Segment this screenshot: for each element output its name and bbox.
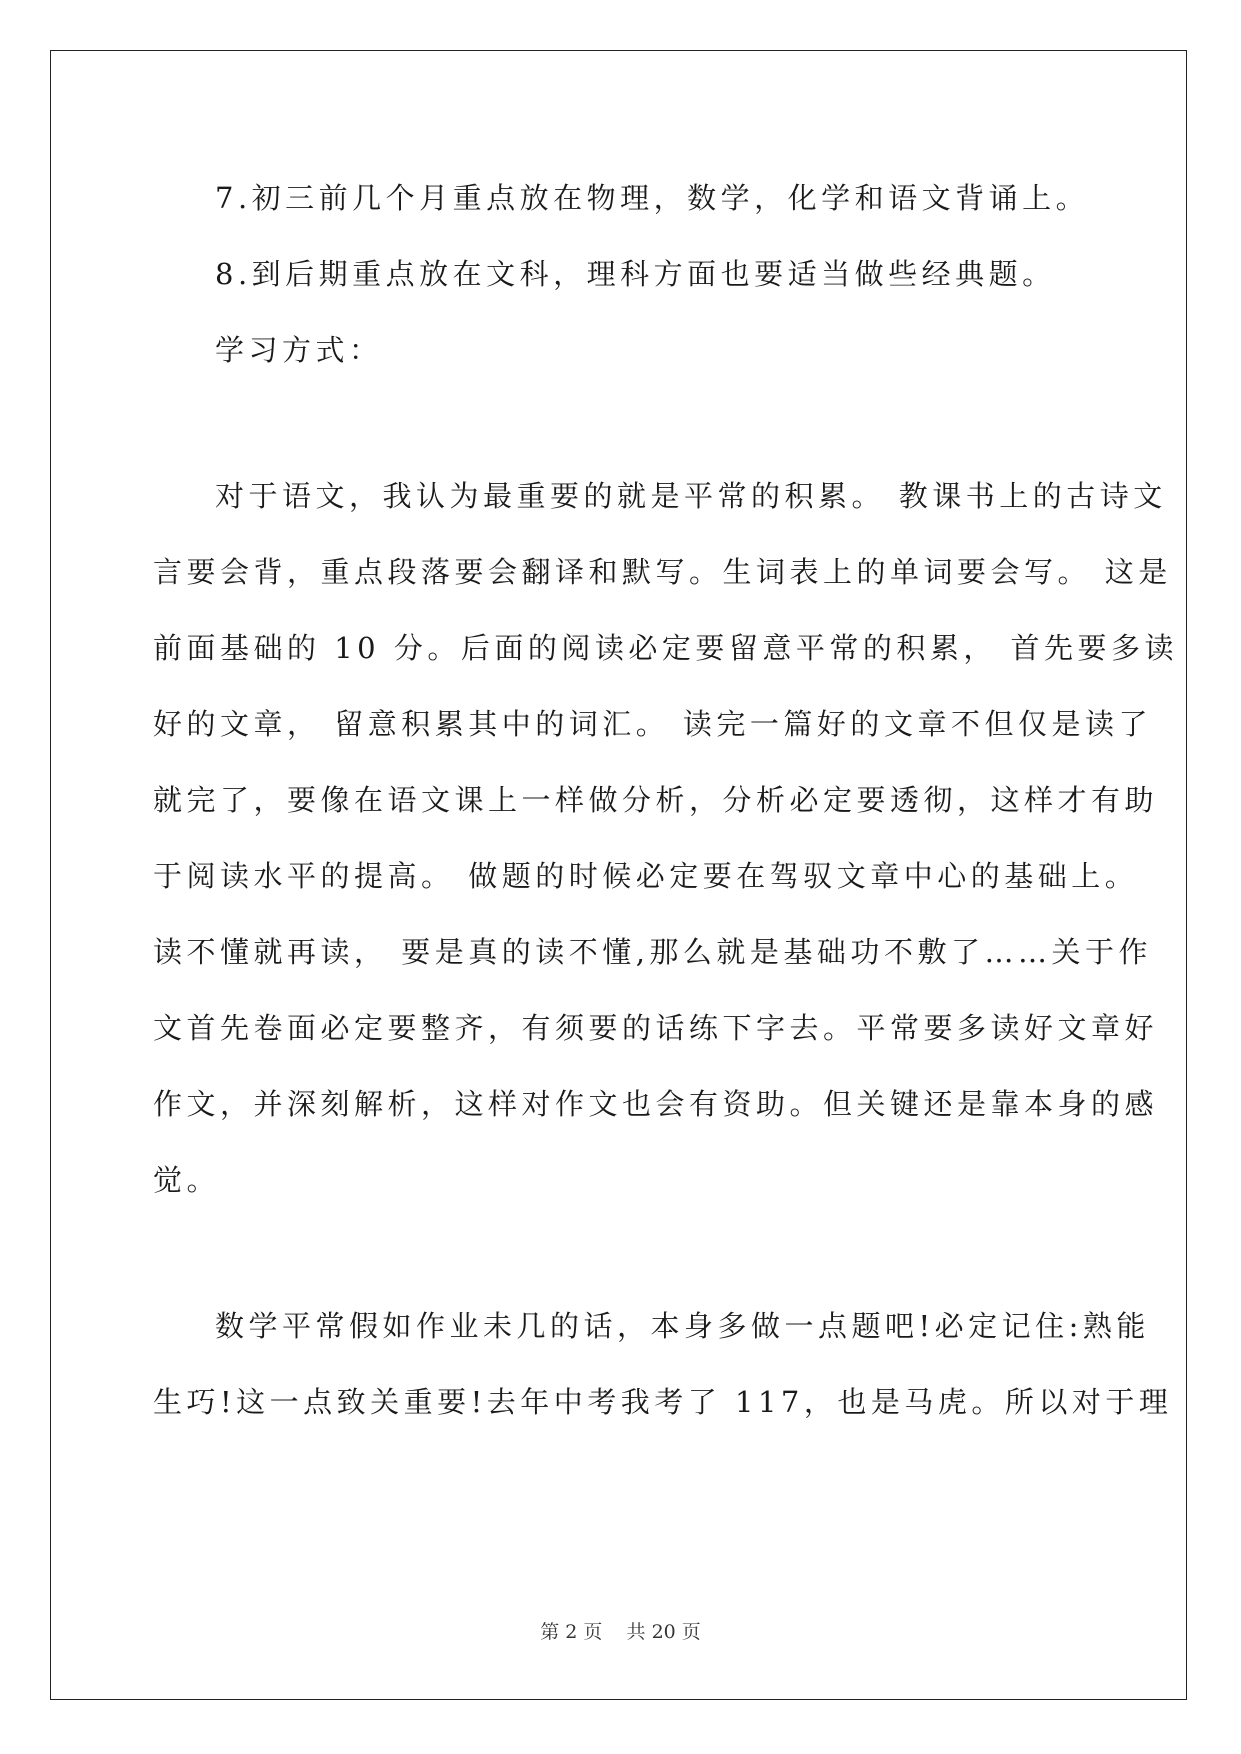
paragraph-line: 前面基础的 10 分。后面的阅读必定要留意平常的积累， 首先要多读 bbox=[153, 631, 1179, 665]
paragraph-line: 就完了，要像在语文课上一样做分析，分析必定要透彻，这样才有助 bbox=[153, 783, 1159, 817]
paragraph-line: 好的文章， 留意积累其中的词汇。 读完一篇好的文章不但仅是读了 bbox=[153, 707, 1152, 741]
paragraph-chinese bbox=[153, 458, 1179, 1218]
paragraph-line: 于阅读水平的提高。 做题的时候必定要在驾驭文章中心的基础上。 bbox=[153, 859, 1139, 893]
list-item: 7.初三前几个月重点放在物理，数学，化学和语文背诵上。 bbox=[215, 181, 1090, 215]
paragraph-line: 文首先卷面必定要整齐，有须要的话练下字去。平常要多读好文章好 bbox=[153, 1011, 1159, 1045]
paragraph-line: 对于语文，我认为最重要的就是平常的积累。 教课书上的古诗文 bbox=[215, 479, 1167, 513]
paragraph-line: 读不懂就再读， 要是真的读不懂,那么就是基础功不敷了……关于作 bbox=[153, 935, 1152, 969]
section-heading: 学习方式： bbox=[215, 333, 383, 367]
paragraph-line: 觉。 bbox=[153, 1163, 221, 1197]
paragraph-line: 生巧!这一点致关重要!去年中考我考了 117，也是马虎。所以对于理 bbox=[153, 1385, 1173, 1419]
paragraph-line: 言要会背，重点段落要会翻译和默写。生词表上的单词要会写。 这是 bbox=[153, 555, 1172, 589]
paragraph-math bbox=[153, 1288, 1173, 1440]
paragraph-line: 数学平常假如作业未几的话，本身多做一点题吧!必定记住:熟能 bbox=[215, 1309, 1150, 1343]
paragraph-line: 作文，并深刻解析，这样对作文也会有资助。但关键还是靠本身的感 bbox=[153, 1087, 1159, 1121]
page-number-footer: 第 2 页 共 20 页 bbox=[540, 1621, 701, 1643]
document-body bbox=[153, 160, 1179, 1440]
list-item: 8.到后期重点放在文科，理科方面也要适当做些经典题。 bbox=[215, 257, 1056, 291]
